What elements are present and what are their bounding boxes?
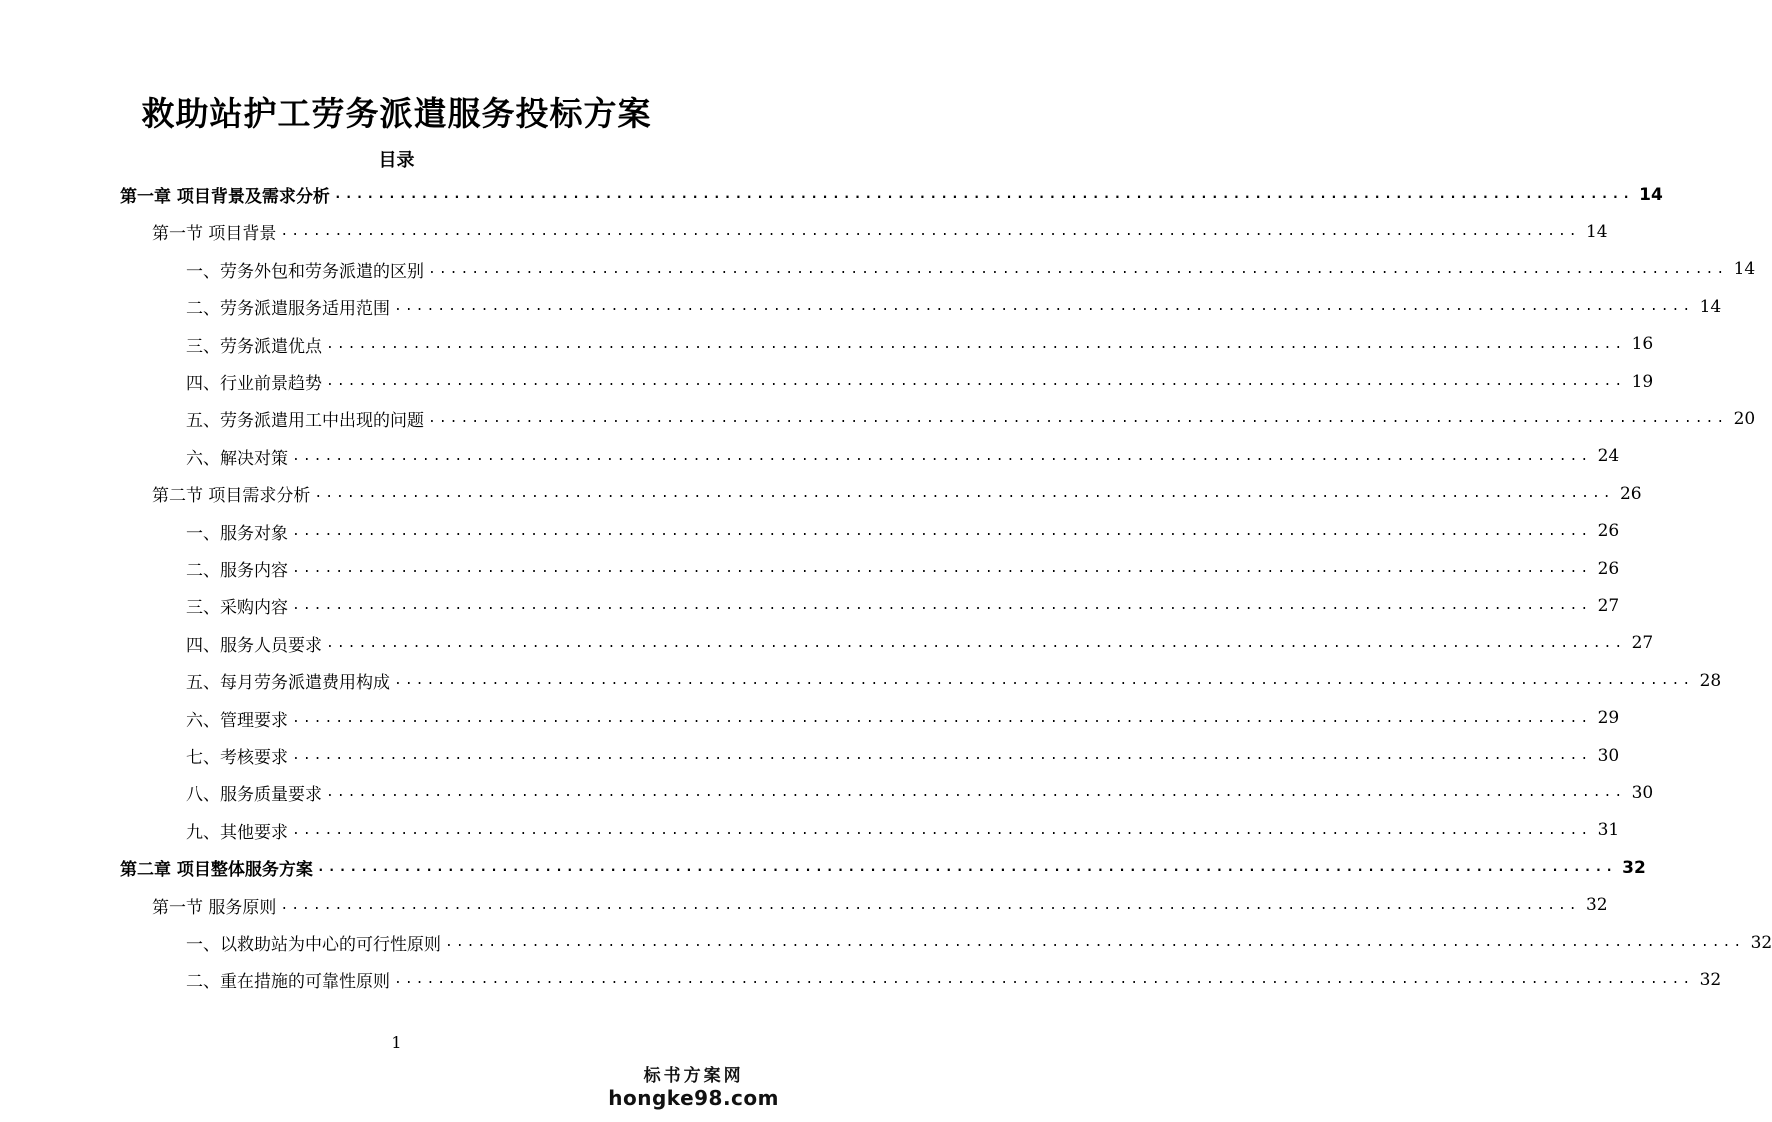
toc-entry[interactable] xyxy=(186,700,1620,737)
toc-entry[interactable] xyxy=(186,924,1772,961)
toc-entry[interactable] xyxy=(186,737,1620,774)
toc-entry-label: 七、考核要求 xyxy=(186,748,288,768)
toc-entry-label: 三、劳务派遣优点 xyxy=(186,336,322,357)
toc-entry[interactable] xyxy=(186,438,1620,475)
toc-entry-label: 六、解决对策 xyxy=(186,448,288,469)
toc-entry-page: 30 xyxy=(1597,745,1620,766)
toc-leader-dots: ........................................................................................................................ xyxy=(316,860,1617,876)
document-title: 救助站护工劳务派遣服务投标方案 xyxy=(141,94,652,133)
watermark-url: hongke98.com xyxy=(608,1086,779,1110)
toc-entry-page: 32 xyxy=(1622,857,1646,878)
toc-leader-dots: ........................................................................................................................ xyxy=(292,598,1592,614)
toc-entry[interactable] xyxy=(186,326,1654,363)
toc-entry-page: 20 xyxy=(1733,408,1756,429)
toc-entry-label: 五、劳务派遣用工中出现的问题 xyxy=(186,411,424,432)
toc-leader-dots: ........................................................................................................................ xyxy=(394,299,1694,315)
toc-entry[interactable] xyxy=(186,662,1722,699)
toc-leader-dots: ........................................................................................................................ xyxy=(292,710,1592,726)
toc-entry[interactable] xyxy=(186,587,1620,624)
toc-entry-page: 26 xyxy=(1597,521,1620,542)
toc-leader-dots: ........................................................................................................................ xyxy=(394,972,1694,988)
toc-entry[interactable] xyxy=(186,774,1654,811)
toc-entry-page: 24 xyxy=(1597,446,1620,467)
toc-entry-label: 第二节 项目需求分析 xyxy=(152,486,311,507)
toc-leader-dots: ........................................................................................................................ xyxy=(280,224,1580,240)
toc-entry[interactable] xyxy=(186,251,1756,288)
toc-entry-label: 第二章 项目整体服务方案 xyxy=(120,860,313,881)
toc-leader-dots: ........................................................................................................................ xyxy=(280,897,1580,913)
toc-entry-page: 29 xyxy=(1597,708,1620,729)
toc-entry-label: 九、其他要求 xyxy=(186,822,288,843)
toc-entry[interactable] xyxy=(186,288,1722,325)
toc-heading: 目录 xyxy=(378,150,415,171)
toc-leader-dots: ........................................................................................................................ xyxy=(292,822,1592,838)
toc-entry-page: 27 xyxy=(1631,633,1654,654)
toc-entry-label: 第一节 服务原则 xyxy=(152,897,277,918)
toc-entry-page: 14 xyxy=(1585,221,1608,242)
toc-entry[interactable] xyxy=(120,176,1663,213)
toc-entry[interactable] xyxy=(186,513,1620,550)
toc-entry-page: 14 xyxy=(1699,296,1722,317)
toc-leader-dots: ........................................................................................................................ xyxy=(333,187,1634,202)
toc-entry-label: 三、采购内容 xyxy=(186,598,288,619)
toc-entry-label: 一、劳务外包和劳务派遣的区别 xyxy=(186,261,424,282)
toc-entry-page: 28 xyxy=(1699,670,1722,691)
toc-entry-label: 第一章 项目背景及需求分析 xyxy=(120,187,330,207)
toc-leader-dots: ........................................................................................................................ xyxy=(292,523,1592,539)
toc-leader-dots: ........................................................................................................................ xyxy=(292,448,1592,464)
toc-leader-dots: ........................................................................................................................ xyxy=(326,785,1626,801)
site-watermark xyxy=(608,1061,779,1110)
toc-leader-dots: ........................................................................................................................ xyxy=(292,561,1592,576)
toc-entry[interactable] xyxy=(186,363,1654,400)
toc-leader-dots: ........................................................................................................................ xyxy=(292,748,1592,763)
watermark-site-name: 标书方案网 xyxy=(643,1066,744,1086)
toc-entry-page: 19 xyxy=(1631,371,1654,392)
toc-entry-page: 14 xyxy=(1733,259,1756,280)
toc-entry-label: 二、劳务派遣服务适用范围 xyxy=(186,299,390,320)
toc-entry-page: 26 xyxy=(1597,558,1620,579)
toc-entry-page: 14 xyxy=(1639,184,1663,205)
toc-entry-label: 四、服务人员要求 xyxy=(186,635,322,656)
toc-entry-label: 一、服务对象 xyxy=(186,523,288,544)
toc-leader-dots: ........................................................................................................................ xyxy=(326,336,1626,352)
toc-leader-dots: ........................................................................................................................ xyxy=(326,374,1626,389)
toc-leader-dots: ........................................................................................................................ xyxy=(428,411,1728,427)
toc-entry-page: 27 xyxy=(1597,595,1620,616)
toc-entry[interactable] xyxy=(186,400,1756,437)
toc-entry-label: 八、服务质量要求 xyxy=(186,785,322,806)
toc-entry[interactable] xyxy=(186,625,1654,662)
page-number: 1 xyxy=(391,1033,402,1052)
toc-entry[interactable] xyxy=(186,961,1722,998)
toc-entry[interactable] xyxy=(152,213,1608,250)
toc-entry-page: 32 xyxy=(1585,895,1608,916)
toc-entry[interactable] xyxy=(152,475,1642,512)
toc-entry-label: 第一节 项目背景 xyxy=(152,224,277,245)
toc-entry[interactable] xyxy=(120,849,1646,886)
toc-entry-page: 16 xyxy=(1631,334,1654,355)
toc-entry-page: 32 xyxy=(1750,932,1772,953)
toc-entry-label: 六、管理要求 xyxy=(186,710,288,731)
toc-entry-page: 30 xyxy=(1631,782,1654,803)
toc-entry-label: 二、重在措施的可靠性原则 xyxy=(186,972,390,993)
toc-entry-page: 31 xyxy=(1597,820,1620,841)
toc-entry[interactable] xyxy=(186,812,1620,849)
toc-entry-label: 一、以救助站为中心的可行性原则 xyxy=(186,935,441,955)
toc-leader-dots: ........................................................................................................................ xyxy=(326,635,1626,651)
toc-leader-dots: ........................................................................................................................ xyxy=(394,673,1694,689)
toc-entry-label: 四、行业前景趋势 xyxy=(186,374,322,394)
toc-entry-page: 26 xyxy=(1619,483,1642,504)
toc-entry-label: 五、每月劳务派遣费用构成 xyxy=(186,673,390,694)
toc-leader-dots: ........................................................................................................................ xyxy=(428,261,1728,277)
toc-entry[interactable] xyxy=(152,887,1608,924)
toc-leader-dots: ........................................................................................................................ xyxy=(314,486,1614,502)
toc-entry-label: 二、服务内容 xyxy=(186,561,288,581)
toc-leader-dots: ........................................................................................................................ xyxy=(445,935,1745,950)
toc-entry-page: 32 xyxy=(1699,969,1722,990)
toc-entry[interactable] xyxy=(186,550,1620,587)
